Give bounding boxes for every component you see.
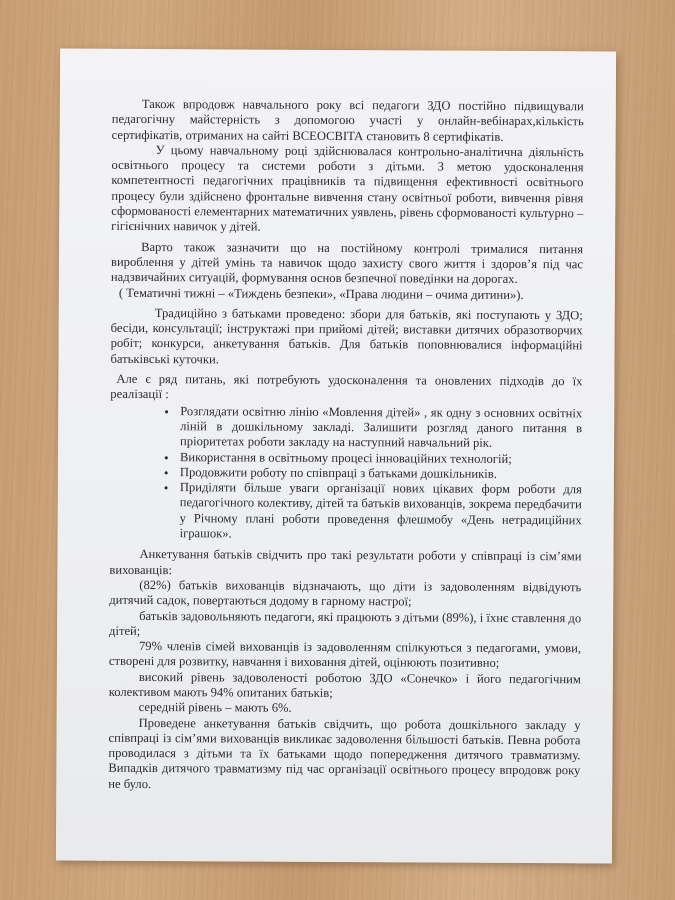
paragraph-survey-82: (82%) батьків вихованців відзначають, що діти із задоволенням відвідують дитячий садок, повертаються додому в гарному настрої; xyxy=(109,577,582,609)
paper-sheet xyxy=(56,49,616,864)
document-body xyxy=(108,97,584,795)
paragraph-survey-89: батьків задовольняють педагоги, які працюють з дітьми (89%), і їхнє ставлення до дітей; xyxy=(109,608,582,638)
paragraph-parents-work: Традиційно з батьками проведено: збори для батьків, які поступають у ЗДО; бесіди, консультації; інструктажі при прийомі дітей; виставки дитячих образотворчих робіт; конкурси, анкетування батьків. Для батьків поповнювалися інформаційні батьківські куточки. xyxy=(110,305,583,367)
paragraph-survey-94: високий рівень задоволеності роботою ЗДО «Сонечко» і його педагогічним колективом мають 94% опитаних батьків; xyxy=(108,669,581,700)
paragraph-theme-weeks: ( Тематичні тижні – «Тиждень безпеки», «Права людини – очима дитини»). xyxy=(118,285,524,302)
paragraph-issues-intro: Але є ряд питань, які потребують удосконалення та оновлених підходів до їх реалізації : xyxy=(110,371,583,402)
paragraph-survey-79: 79% членів сімей вихованців із задоволенням спілкуються з педагогами, умови, створені для розвитку, навчання і виховання дітей, оцінюють позитивно; xyxy=(108,639,582,671)
paragraph-control-analysis: У цьому навчальному році здійснювалася контрольно-аналітична діяльність освітнього процесу та системи роботи з дітьми. З метою удосконалення компетентності педагогічних працівників та підвищення ефективності освітнього процесу були здійснено фронтальне вивчення стану освітньої роботи, вивчення рівня сформованості елементарних математичних уявлень, рівень сформованості культурно –гігієнічних навичок у дітей. xyxy=(111,142,584,234)
paragraph-certificates: Також впродовж навчального року всі педагоги ЗДО постійно підвищували педагогічну майстерність з допомогою участі у онлайн-вебінарах,кількість сертифікатів, отриманих на сайті ВСЕОСВІТА становить 8 сертифікатів. xyxy=(111,96,584,144)
list-item: • Продовжити роботу по співпраці з батьками дошкільників. xyxy=(180,465,582,482)
paragraph-conclusion: Проведене анкетування батьків свідчить, що робота дошкільного закладу у співпраці із сім’ями вихованців викликає задоволення більшості батьків. Певна робота проводилася з дітьми та їх батьками щодо попередження дитячого травматизму. Випадків дитячого травматизму під час організації освітнього процесу впродовж року не було. xyxy=(108,715,581,791)
list-item: • Використання в освітньому процесі інноваційних технологій; xyxy=(180,450,582,467)
paragraph-safety: Варто також зазначити що на постійному контролі трималися питання вироблення у дітей умінь та навичок щодо захисту свого життя і здоров’я під час надзвичайних ситуацій, формування основ безпечної поведінки на дорогах. xyxy=(110,239,584,287)
list-item: • Приділяти більше уваги організації нових цікавих форм роботи для педагогічного колективу, дітей та батьків вихованців, зокрема передбачити у Річному плані роботи проведення флешмобу «День нетрадиційних іграшок». xyxy=(180,480,582,543)
issues-list xyxy=(162,404,583,544)
paragraph-survey-intro: Анкетування батьків свідчить про такі результати роботи у співпраці із сім’ями вихованців: xyxy=(109,547,582,577)
paragraph-survey-6: середній рівень – мають 6%. xyxy=(138,700,292,716)
list-item: • Розглядати освітню лінію «Мовлення дітей» , як одну з основних освітніх ліній в дошкільному закладі. Залишити розгляд даного питання в пріоритетах роботи закладу на наступний навчальний рік. xyxy=(180,404,582,452)
